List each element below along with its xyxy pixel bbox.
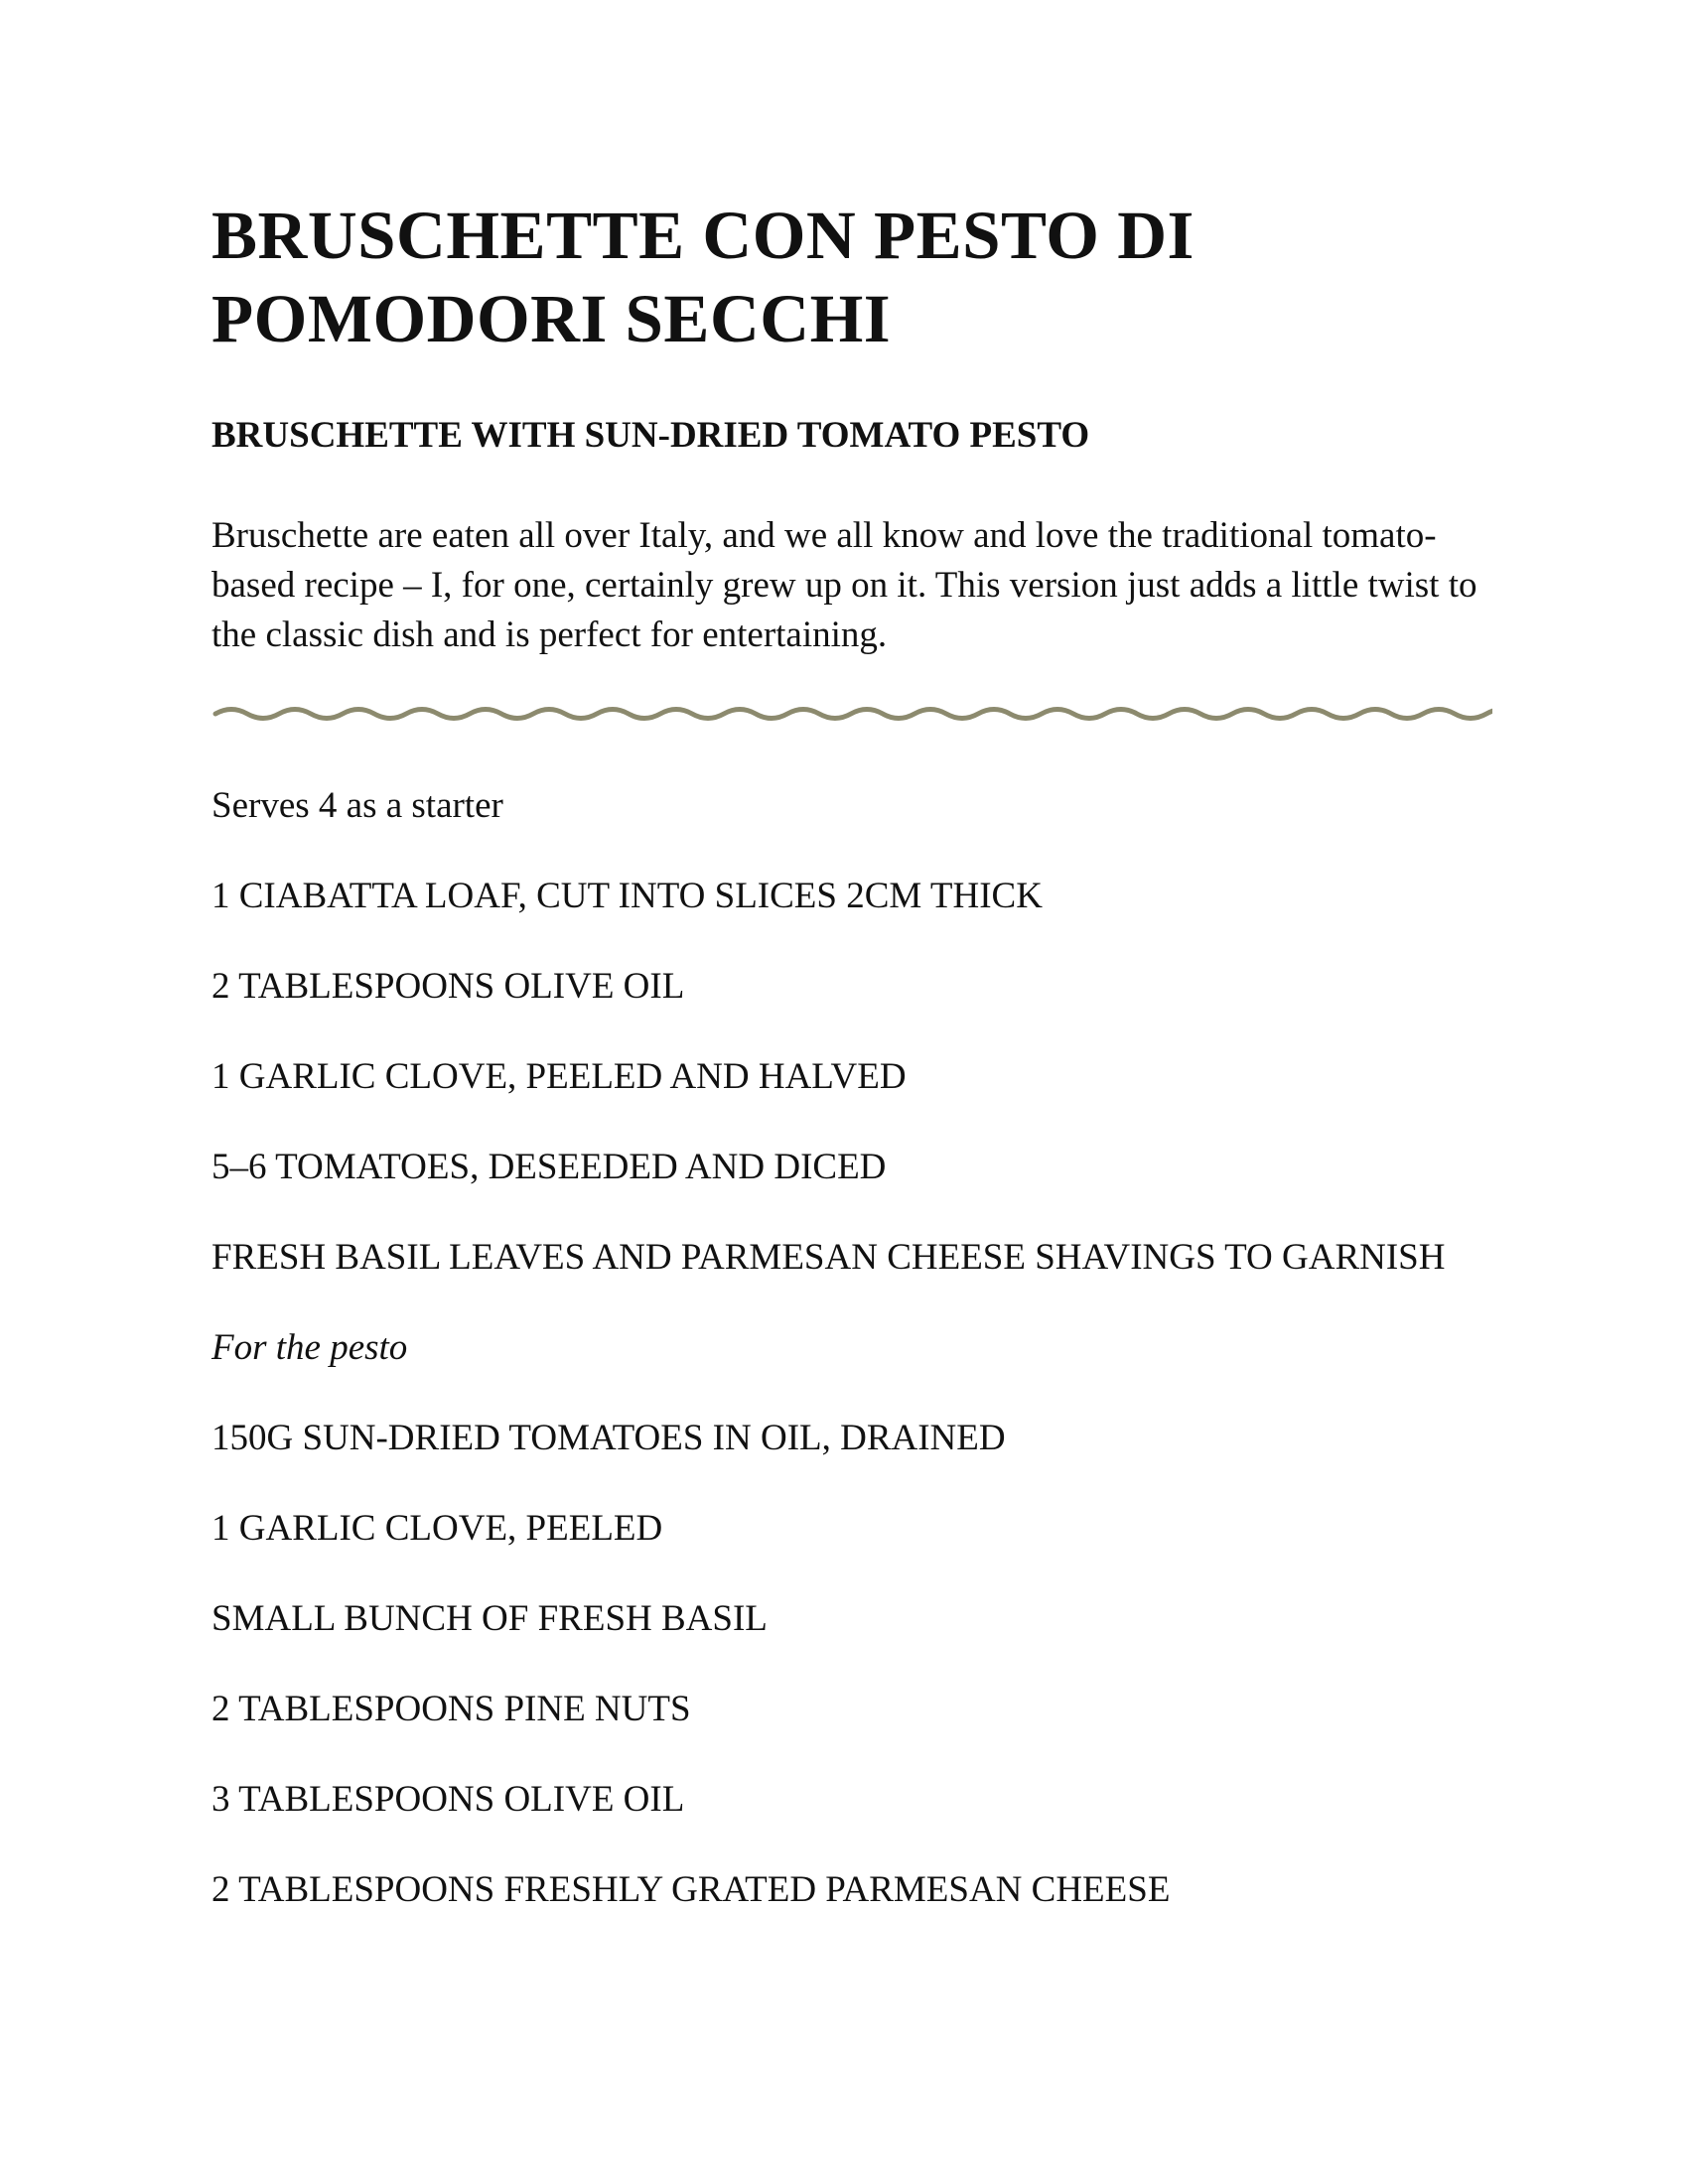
- ingredient-item: FRESH BASIL LEAVES AND PARMESAN CHEESE SHAVINGS TO GARNISH: [211, 1237, 1446, 1278]
- recipe-page: [211, 194, 1492, 1915]
- ingredient-item: 5–6 TOMATOES, DESEEDED AND DICED: [211, 1147, 887, 1187]
- ingredient-item: 1 GARLIC CLOVE, PEELED AND HALVED: [211, 1056, 907, 1097]
- recipe-title: BRUSCHETTE CON PESTO DI POMODORI SECCHI: [211, 198, 1195, 356]
- pesto-ingredient-item: 2 TABLESPOONS PINE NUTS: [211, 1689, 691, 1729]
- recipe-intro: Bruschette are eaten all over Italy, and we all know and love the traditional tomato-based recipe – I, for one, certainly grew up on it. This version just adds a little twist to the classic dish and is perfect for entertaining.: [211, 515, 1477, 655]
- pesto-ingredient-item: 2 TABLESPOONS FRESHLY GRATED PARMESAN CHEESE: [211, 1869, 1171, 1910]
- wavy-divider-icon: [211, 696, 1492, 732]
- ingredient-item: 2 TABLESPOONS OLIVE OIL: [211, 966, 685, 1007]
- ingredients-list: [211, 872, 1492, 1283]
- pesto-heading: For the pesto: [211, 1327, 408, 1368]
- pesto-ingredient-item: 3 TABLESPOONS OLIVE OIL: [211, 1779, 685, 1820]
- pesto-ingredients-list: [211, 1414, 1492, 1915]
- recipe-subtitle: BRUSCHETTE WITH SUN-DRIED TOMATO PESTO: [211, 415, 1090, 456]
- pesto-ingredient-item: 1 GARLIC CLOVE, PEELED: [211, 1508, 663, 1549]
- pesto-ingredient-item: SMALL BUNCH OF FRESH BASIL: [211, 1598, 768, 1639]
- ingredient-item: 1 CIABATTA LOAF, CUT INTO SLICES 2CM THICK: [211, 876, 1043, 916]
- serves-text: Serves 4 as a starter: [211, 785, 503, 826]
- pesto-ingredient-item: 150G SUN-DRIED TOMATOES IN OIL, DRAINED: [211, 1418, 1006, 1458]
